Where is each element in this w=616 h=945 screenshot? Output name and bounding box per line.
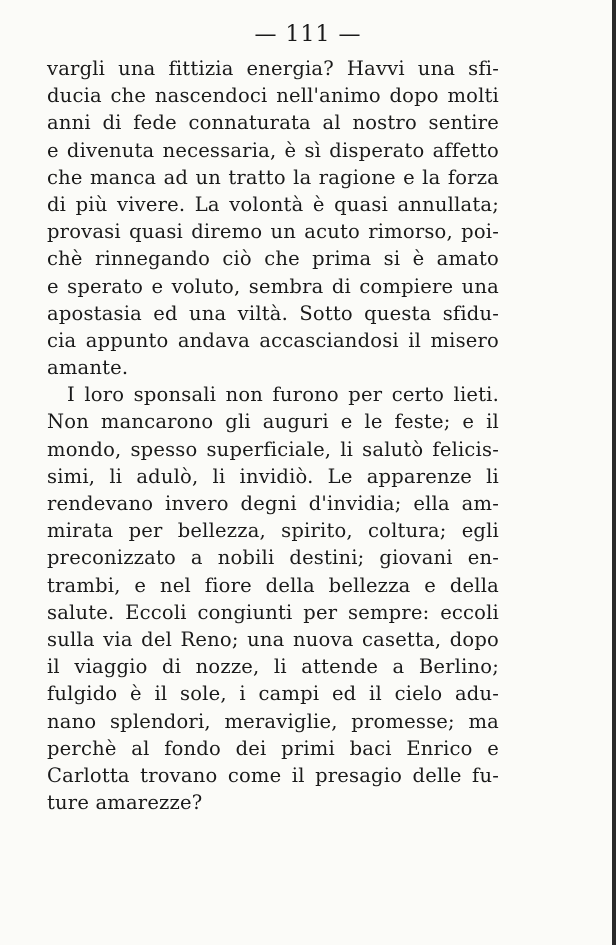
- text-line: che manca ad un tratto la ragione e la forza: [47, 165, 499, 189]
- text-line: Non mancarono gli auguri e le feste; e il: [47, 410, 499, 434]
- text-line: rendevano invero degni d'invidia; ella am-: [47, 492, 499, 515]
- paragraph-end-line: ture amarezze?: [47, 791, 203, 815]
- body-text: [47, 55, 499, 816]
- page-number: — 111 —: [254, 22, 362, 47]
- text-line: mirata per bellezza, spirito, coltura; egli: [47, 519, 499, 543]
- text-line: e divenuta necessaria, è sì disperato affetto: [47, 138, 499, 162]
- text-line: ducia che nascendoci nell'animo dopo molti: [47, 84, 499, 108]
- page-edge: [612, 0, 616, 945]
- text-line: cia appunto andava accasciandosi il misero: [47, 328, 499, 352]
- text-line: trambi, e nel fiore della bellezza e della: [47, 573, 499, 597]
- text-line: vargli una fittizia energia? Havvi una sfi-: [47, 57, 499, 80]
- text-line: anni di fede connaturata al nostro sentire: [47, 111, 499, 135]
- text-line: il viaggio di nozze, li attende a Berlino;: [47, 655, 499, 679]
- text-line: apostasia ed una viltà. Sotto questa sfidu-: [47, 301, 499, 325]
- text-line: mondo, spesso superficiale, li salutò felicis-: [47, 437, 499, 461]
- text-line: provasi quasi diremo un acuto rimorso, poi-: [47, 220, 499, 244]
- text-line: nano splendori, meraviglie, promesse; ma: [47, 709, 499, 733]
- text-line: perchè al fondo dei primi baci Enrico e: [47, 736, 499, 760]
- text-line: chè rinnegando ciò che prima si è amato: [47, 247, 499, 271]
- paragraph-end-line: amante.: [47, 356, 129, 380]
- text-line: fulgido è il sole, i campi ed il cielo adu-: [47, 682, 499, 706]
- text-line: sulla via del Reno; una nuova casetta, dopo: [47, 627, 499, 651]
- text-line: di più vivere. La volontà è quasi annullata;: [47, 192, 499, 216]
- text-line: simi, li adulò, li invidiò. Le apparenze li: [47, 464, 499, 488]
- text-line: e sperato e voluto, sembra di compiere una: [47, 274, 499, 298]
- text-line: preconizzato a nobili destini; giovani en-: [47, 546, 499, 570]
- text-line: Carlotta trovano come il presagio delle fu-: [47, 763, 499, 787]
- text-line: salute. Eccoli congiunti per sempre: eccoli: [47, 600, 499, 624]
- paragraph-start-line: I loro sponsali non furono per certo lieti.: [67, 383, 499, 407]
